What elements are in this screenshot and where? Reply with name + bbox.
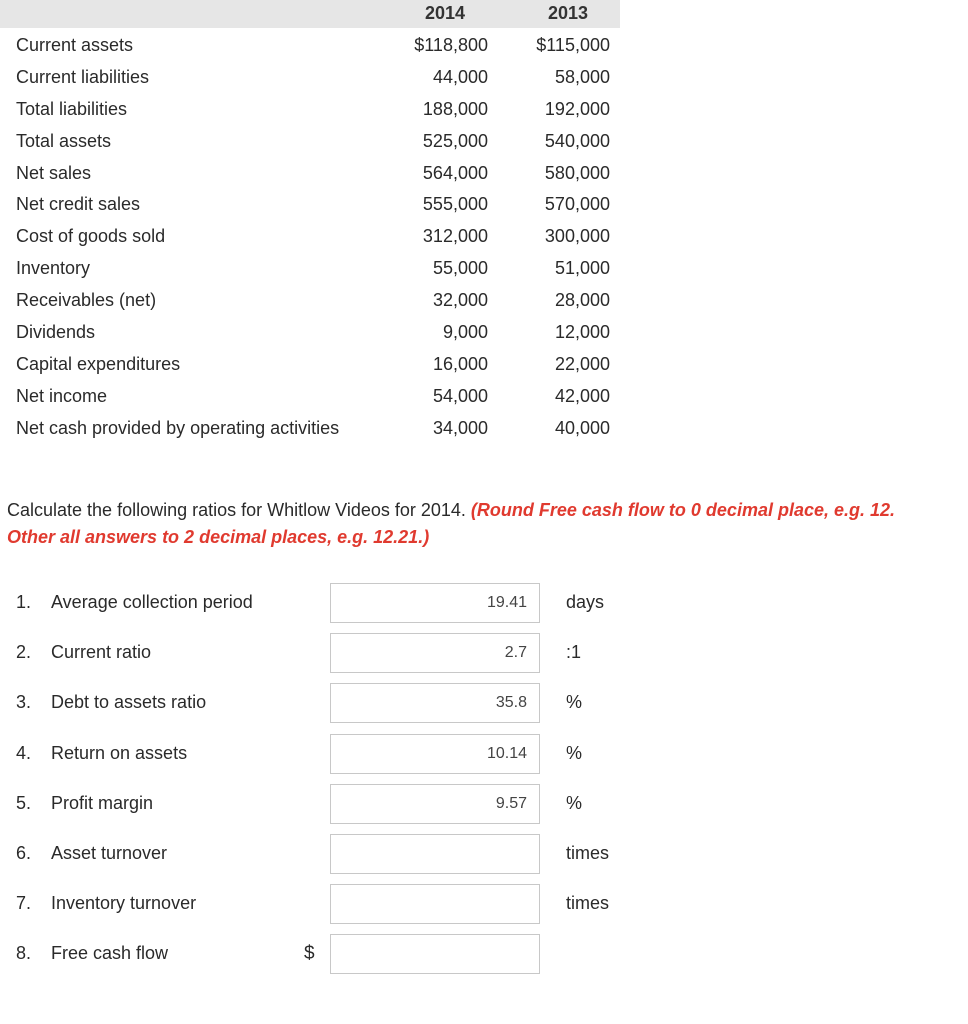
answer-input[interactable] (330, 884, 540, 924)
value-2013: 51,000 (554, 258, 610, 279)
value-2013: 22,000 (554, 353, 610, 374)
ratio-questions (0, 583, 968, 985)
question-label (16, 843, 167, 864)
row-label: Current assets (16, 35, 134, 55)
question-label (16, 743, 187, 764)
answer-input[interactable] (330, 683, 540, 723)
table-row (0, 125, 620, 157)
unit-label: days (566, 592, 605, 612)
value-2013: $115,000 (536, 35, 610, 55)
value-2014: 188,000 (422, 98, 488, 119)
value-2014: 32,000 (432, 290, 488, 311)
row-label: Net credit sales (16, 194, 141, 215)
question-number: 7. (16, 893, 32, 914)
question-number: 8. (16, 943, 32, 964)
question-number: 5. (16, 792, 32, 813)
instructions (7, 497, 947, 551)
unit-label: % (566, 692, 583, 713)
table-row (0, 29, 620, 61)
row-label: Capital expenditures (16, 353, 181, 374)
value-2013: 42,000 (554, 385, 610, 406)
value-2014: 55,000 (432, 258, 488, 279)
question-row (0, 884, 968, 934)
question-text: Debt to assets ratio (51, 692, 207, 713)
question-label (16, 692, 206, 713)
row-label: Total assets (16, 130, 112, 151)
value-2014: 555,000 (422, 194, 488, 215)
question-row (0, 633, 968, 683)
answer-input[interactable] (330, 583, 540, 623)
question-row (0, 734, 968, 784)
row-label: Net sales (16, 162, 92, 183)
answer-input[interactable] (330, 934, 540, 974)
question-text: Return on assets (51, 742, 188, 763)
instructions-text: Calculate the following ratios for Whitlow Videos for 2014. (7, 500, 471, 520)
question-row (0, 683, 968, 733)
financial-data-table (0, 0, 620, 444)
question-label (16, 793, 153, 814)
unit-label: % (566, 792, 583, 813)
question-label (16, 893, 196, 914)
currency-prefix: $ (304, 943, 315, 965)
row-label: Receivables (net) (16, 290, 157, 311)
value-2013: 12,000 (554, 322, 610, 343)
header-year-2014: 2014 (424, 3, 466, 23)
table-row (0, 284, 620, 316)
question-row (0, 834, 968, 884)
table-row (0, 93, 620, 125)
answer-input[interactable] (330, 633, 540, 673)
rounding-hint: (Round Free cash flow to 0 decimal place, e.g. 12. Other all answers to 2 decimal places, e.g. 12.21.) (7, 500, 896, 547)
question-label (16, 592, 253, 613)
table-row (0, 188, 620, 220)
value-2013: 58,000 (554, 66, 610, 87)
answer-input[interactable] (330, 834, 540, 874)
header-year-2013: 2013 (547, 3, 589, 23)
question-number: 2. (16, 642, 32, 663)
value-2014: 312,000 (422, 226, 488, 247)
row-label: Inventory (16, 258, 91, 279)
question-text: Current ratio (51, 642, 152, 663)
row-label: Current liabilities (16, 66, 150, 87)
question-text: Asset turnover (51, 842, 168, 863)
table-header (0, 0, 620, 28)
row-label: Net cash provided by operating activities (16, 417, 340, 438)
question-number: 6. (16, 842, 32, 863)
value-2014: 54,000 (432, 385, 488, 406)
question-row (0, 934, 968, 984)
value-2013: 540,000 (544, 130, 610, 151)
table-row (0, 220, 620, 252)
question-text: Average collection period (51, 592, 253, 612)
question-label (16, 943, 168, 964)
question-row (0, 784, 968, 834)
value-2013: 570,000 (544, 194, 610, 215)
value-2014: 525,000 (422, 130, 488, 151)
table-row (0, 380, 620, 412)
question-label (16, 642, 151, 663)
value-2013: 192,000 (544, 98, 610, 119)
value-2013: 40,000 (554, 417, 610, 438)
unit-label: times (566, 893, 610, 914)
value-2013: 580,000 (544, 162, 610, 183)
value-2014: 9,000 (442, 322, 488, 343)
table-row (0, 348, 620, 380)
table-body (0, 28, 620, 444)
value-2013: 300,000 (544, 226, 610, 247)
table-row (0, 61, 620, 93)
unit-label: :1 (566, 642, 582, 663)
row-label: Total liabilities (16, 98, 128, 119)
table-row (0, 316, 620, 348)
row-label: Cost of goods sold (16, 226, 166, 247)
value-2014: 34,000 (432, 417, 488, 438)
question-text: Free cash flow (51, 943, 169, 964)
value-2014: $118,800 (414, 35, 488, 55)
table-row (0, 252, 620, 284)
row-label: Net income (16, 385, 108, 406)
table-row (0, 157, 620, 189)
unit-label: times (566, 842, 610, 863)
question-number: 1. (16, 592, 32, 612)
answer-input[interactable] (330, 784, 540, 824)
value-2013: 28,000 (554, 290, 610, 311)
value-2014: 44,000 (432, 66, 488, 87)
value-2014: 16,000 (432, 353, 488, 374)
question-row (0, 583, 968, 633)
answer-input[interactable] (330, 734, 540, 774)
unit-label: % (566, 742, 583, 763)
question-number: 3. (16, 692, 32, 713)
question-number: 4. (16, 742, 32, 763)
table-row (0, 412, 620, 444)
value-2014: 564,000 (422, 162, 488, 183)
question-text: Inventory turnover (51, 893, 197, 914)
question-text: Profit margin (51, 792, 154, 813)
row-label: Dividends (16, 322, 96, 343)
